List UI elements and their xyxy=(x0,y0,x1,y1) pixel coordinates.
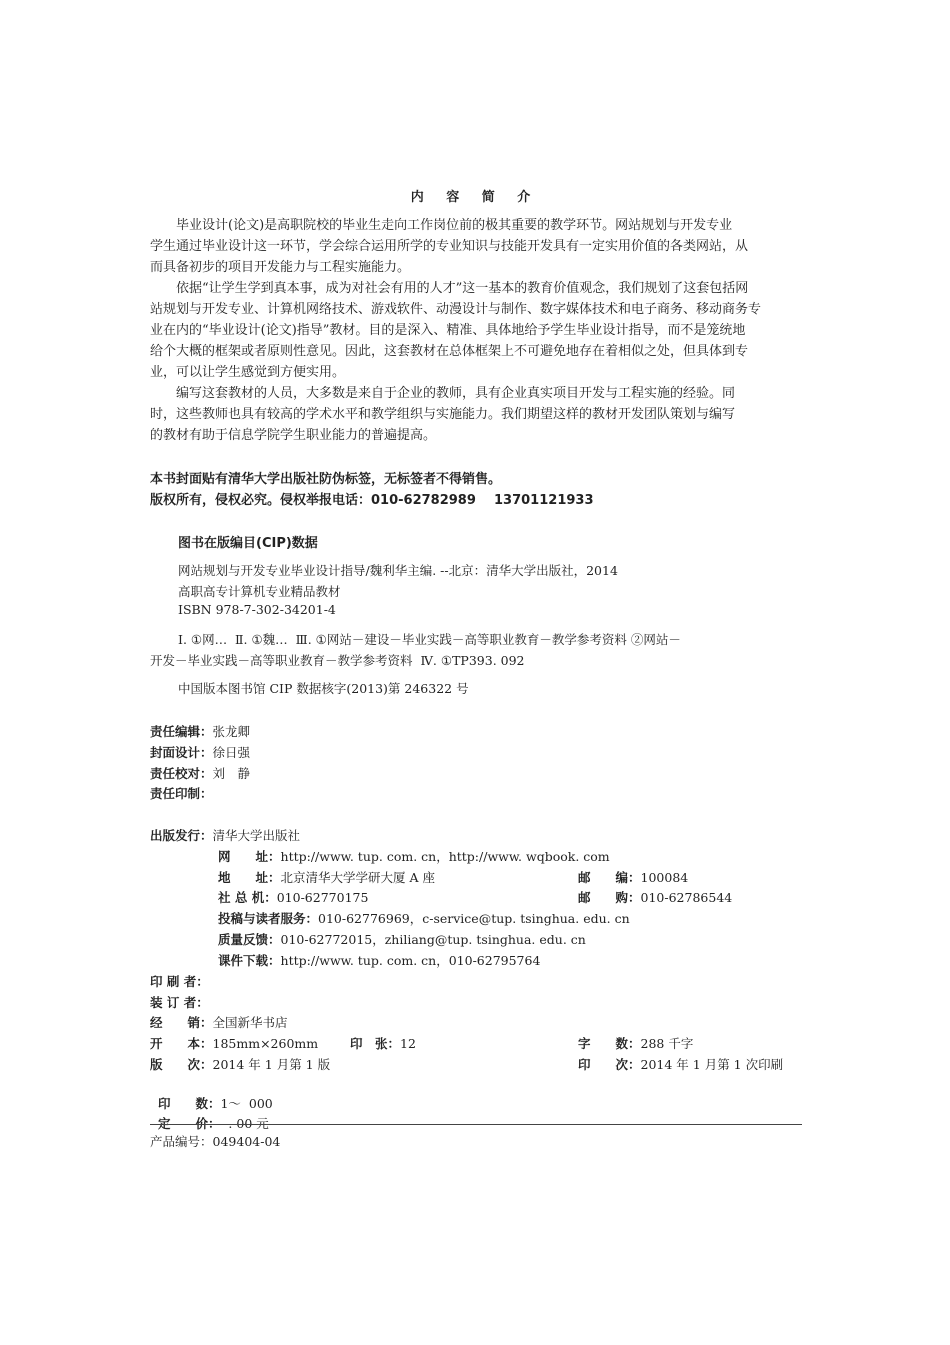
field-value: 010-62770175 xyxy=(276,890,369,905)
publisher-row xyxy=(150,827,300,845)
copyright-notice: 版权所有，侵权必究。侵权举报电话：010-62782989 13701121933 xyxy=(150,493,594,508)
field-value: 全国新华书店 xyxy=(212,1015,288,1030)
field-value: 张龙卿 xyxy=(212,724,251,739)
field-value: 185mm×260mm xyxy=(212,1036,319,1051)
intro-title: 内 容 简 介 xyxy=(410,190,540,205)
field-label: 责任编辑： xyxy=(150,724,213,739)
publisher-mail-order xyxy=(578,889,732,907)
text-line: 学生通过毕业设计这一环节，学会综合运用所学的专业知识与技能开发具有一定实用价值的各类网站，从 xyxy=(150,239,749,254)
field-value: 徐日强 xyxy=(212,745,251,760)
field-label: 印 数： xyxy=(157,1096,221,1111)
field-label: 责任校对： xyxy=(150,766,213,781)
field-label: 投稿与读者服务： xyxy=(218,911,319,926)
publisher-quality-feedback xyxy=(218,931,586,949)
field-value: 2014 年 1 月第 1 版 xyxy=(212,1057,331,1072)
field-label: 版 次： xyxy=(150,1057,213,1072)
cip-classification-line-2: 开发－毕业实践－高等职业教育－教学参考资料 Ⅳ. ①TP393. 092 xyxy=(150,653,525,668)
staff-editor xyxy=(150,723,250,741)
field-label: 印 次： xyxy=(578,1057,641,1072)
field-label: 经 销： xyxy=(150,1015,213,1030)
printer-row xyxy=(150,973,209,991)
field-label: 邮 购： xyxy=(578,890,641,905)
field-value: 100084 xyxy=(640,870,689,885)
cip-title-line: 网站规划与开发专业毕业设计指导/魏利华主编. --北京：清华大学出版社，2014 xyxy=(178,563,618,578)
field-value: 清华大学出版社 xyxy=(212,828,301,843)
field-label: 质量反馈： xyxy=(218,932,281,947)
field-label: 定 价： xyxy=(157,1116,221,1131)
field-value: 2014 年 1 月第 1 次印刷 xyxy=(640,1057,784,1072)
field-label: 产品编号： xyxy=(150,1134,213,1149)
text-line: 站规划与开发专业、计算机网络技术、游戏软件、动漫设计与制作、数字媒体技术和电子商务、移动商务专 xyxy=(150,302,762,317)
word-count-row xyxy=(578,1035,693,1053)
field-value: 010-62772015，zhiliang@tup. tsinghua. edu. cn xyxy=(280,932,586,947)
text-line: 业，可以让学生感觉到方便实用。 xyxy=(150,365,346,380)
publisher-reader-service xyxy=(218,910,630,928)
field-label: 封面设计： xyxy=(150,745,213,760)
field-value: 288 千字 xyxy=(640,1036,694,1051)
field-value: 12 xyxy=(400,1036,416,1051)
field-label: 社 总 机： xyxy=(218,890,277,905)
field-label: 印 张： xyxy=(350,1036,401,1051)
text-line: 依据“让学生学到真本事，成为对社会有用的人才”这一基本的教育价值观念，我们规划了这套包括网 xyxy=(176,281,749,296)
price-row xyxy=(150,1097,269,1131)
print-run-row xyxy=(150,1077,273,1111)
cip-number-line: 中国版本图书馆 CIP 数据核字(2013)第 246322 号 xyxy=(178,681,469,696)
field-label: 字 数： xyxy=(578,1036,641,1051)
staff-proofreader xyxy=(150,765,250,783)
field-label: 责任印制： xyxy=(150,786,213,801)
field-value: 049404-04 xyxy=(212,1134,281,1149)
footer-divider xyxy=(150,1124,802,1125)
field-value: . 00 元 xyxy=(220,1116,269,1131)
field-label: 装 订 者： xyxy=(150,995,209,1010)
publisher-address xyxy=(218,869,435,887)
field-label: 印 刷 者： xyxy=(150,974,209,989)
staff-cover-design xyxy=(150,744,250,762)
field-label: 课件下载： xyxy=(218,953,281,968)
publisher-switchboard xyxy=(218,889,368,907)
field-value: 010-62776969，c-service@tup. tsinghua. edu. cn xyxy=(318,911,630,926)
anti-counterfeit-notice: 本书封面贴有清华大学出版社防伪标签，无标签者不得销售。 xyxy=(150,472,502,487)
text-line: 而具备初步的项目开发能力与工程实施能力。 xyxy=(150,260,411,275)
field-value: 1～ 000 xyxy=(220,1096,273,1111)
intro-paragraph-1 xyxy=(150,215,802,278)
product-code-row xyxy=(150,1133,280,1151)
cip-heading: 图书在版编目(CIP)数据 xyxy=(178,536,318,551)
intro-paragraph-3 xyxy=(150,383,802,446)
cip-classification-line-1: Ⅰ. ①网… Ⅱ. ①魏… Ⅲ. ①网站－建设－毕业实践－高等职业教育－教学参考资料 ②网站－ xyxy=(178,632,681,647)
text-line: 毕业设计(论文)是高职院校的毕业生走向工作岗位前的极其重要的教学环节。网站规划与开发专业 xyxy=(176,218,733,233)
cip-series-line: 高职高专计算机专业精品教材 xyxy=(178,584,341,599)
field-label: 开 本： xyxy=(150,1036,213,1051)
field-value: http://www. tup. com. cn，010-62795764 xyxy=(280,953,541,968)
printing-row xyxy=(578,1056,783,1074)
binder-row xyxy=(150,994,209,1012)
field-label: 出版发行： xyxy=(150,828,213,843)
field-label: 网 址： xyxy=(218,849,281,864)
edition-row xyxy=(150,1056,330,1074)
format-row xyxy=(150,1035,318,1053)
text-line: 给个大概的框架或者原则性意见。因此，这套教材在总体框架上不可避免地存在着相似之处，但具体到专 xyxy=(150,344,749,359)
field-value: 北京清华大学学研大厦 A 座 xyxy=(280,870,435,885)
intro-paragraph-2 xyxy=(150,278,802,383)
cip-isbn-line: ISBN 978-7-302-34201-4 xyxy=(178,602,336,617)
text-line: 编写这套教材的人员，大多数是来自于企业的教师，具有企业真实项目开发与工程实施的经验。同 xyxy=(176,386,736,401)
publisher-zip xyxy=(578,869,688,887)
field-label: 邮 编： xyxy=(578,870,641,885)
publisher-courseware xyxy=(218,952,540,970)
field-value: 010-62786544 xyxy=(640,890,733,905)
staff-print-supervisor xyxy=(150,785,213,803)
field-value: 刘 静 xyxy=(212,766,251,781)
field-value: http://www. tup. com. cn，http://www. wqbook. com xyxy=(280,849,610,864)
distributor-row xyxy=(150,1014,288,1032)
text-line: 时，这些教师也具有较高的学术水平和教学组织与实施能力。我们期望这样的教材开发团队策划与编写 xyxy=(150,407,736,422)
sheets-row xyxy=(350,1035,416,1053)
field-label: 地 址： xyxy=(218,870,281,885)
text-line: 业在内的“毕业设计(论文)指导”教材。目的是深入、精准、具体地给予学生毕业设计指导，而不是笼统地 xyxy=(150,323,746,338)
publisher-website xyxy=(218,848,610,866)
text-line: 的教材有助于信息学院学生职业能力的普遍提高。 xyxy=(150,428,437,443)
